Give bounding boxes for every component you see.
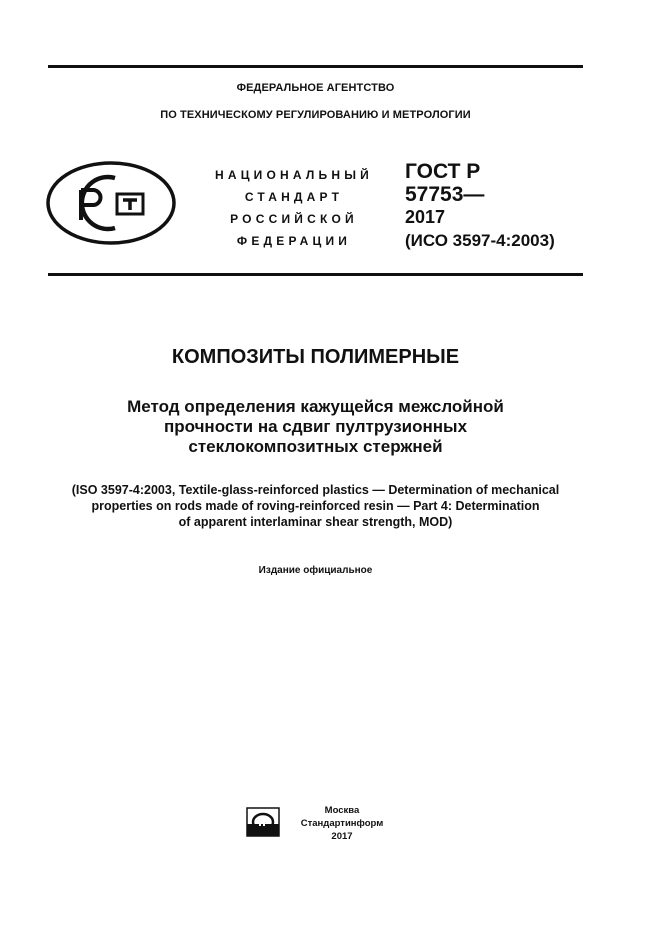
subtitle-line: Метод определения кажущейся межслойной: [127, 397, 504, 416]
publisher-year: 2017: [331, 831, 353, 842]
national-standard-label: [200, 164, 388, 252]
iso-title-line: (ISO 3597-4:2003, Textile-glass-reinforced plastics — Determination of mechanical: [71, 483, 560, 497]
iso-title-line: properties on rods made of roving-reinforced resin — Part 4: Determination: [91, 499, 540, 513]
subtitle-line: прочности на сдвиг пултрузионных: [163, 417, 468, 436]
designation-iso-reference: (ИСО 3597-4:2003): [405, 231, 555, 250]
standartinform-logo-icon: [246, 807, 280, 837]
agency-name-line-2: ПО ТЕХНИЧЕСКОМУ РЕГУЛИРОВАНИЮ И МЕТРОЛОГИИ: [160, 109, 471, 121]
agency-name-line-1: ФЕДЕРАЛЬНОЕ АГЕНТСТВО: [236, 82, 395, 94]
standard-designation: [405, 160, 605, 252]
document-subtitle: [48, 397, 583, 457]
edition-label: Издание официальное: [258, 565, 373, 576]
standard-type-line: ФЕДЕРАЦИИ: [236, 234, 352, 248]
standard-type-line: РОССИЙСКОЙ: [230, 212, 358, 226]
designation-number: 57753—: [405, 183, 485, 206]
standard-type-line: НАЦИОНАЛЬНЫЙ: [214, 168, 374, 182]
iso-title-line: of apparent interlaminar shear strength, MOD): [178, 515, 453, 529]
designation-year: 2017: [405, 207, 446, 227]
standard-type-line: СТАНДАРТ: [244, 190, 344, 204]
middle-divider: [48, 273, 583, 276]
publisher-block: [290, 804, 394, 843]
rst-certification-mark-icon: [45, 160, 177, 246]
publisher-city: Москва: [324, 805, 360, 816]
publisher-name: Стандартинформ: [300, 818, 384, 829]
top-divider: [48, 65, 583, 68]
document-title: КОМПОЗИТЫ ПОЛИМЕРНЫЕ: [171, 346, 460, 368]
subtitle-line: стеклокомпозитных стержней: [188, 437, 443, 456]
iso-title: [20, 482, 611, 530]
designation-prefix: ГОСТ Р: [405, 160, 481, 183]
